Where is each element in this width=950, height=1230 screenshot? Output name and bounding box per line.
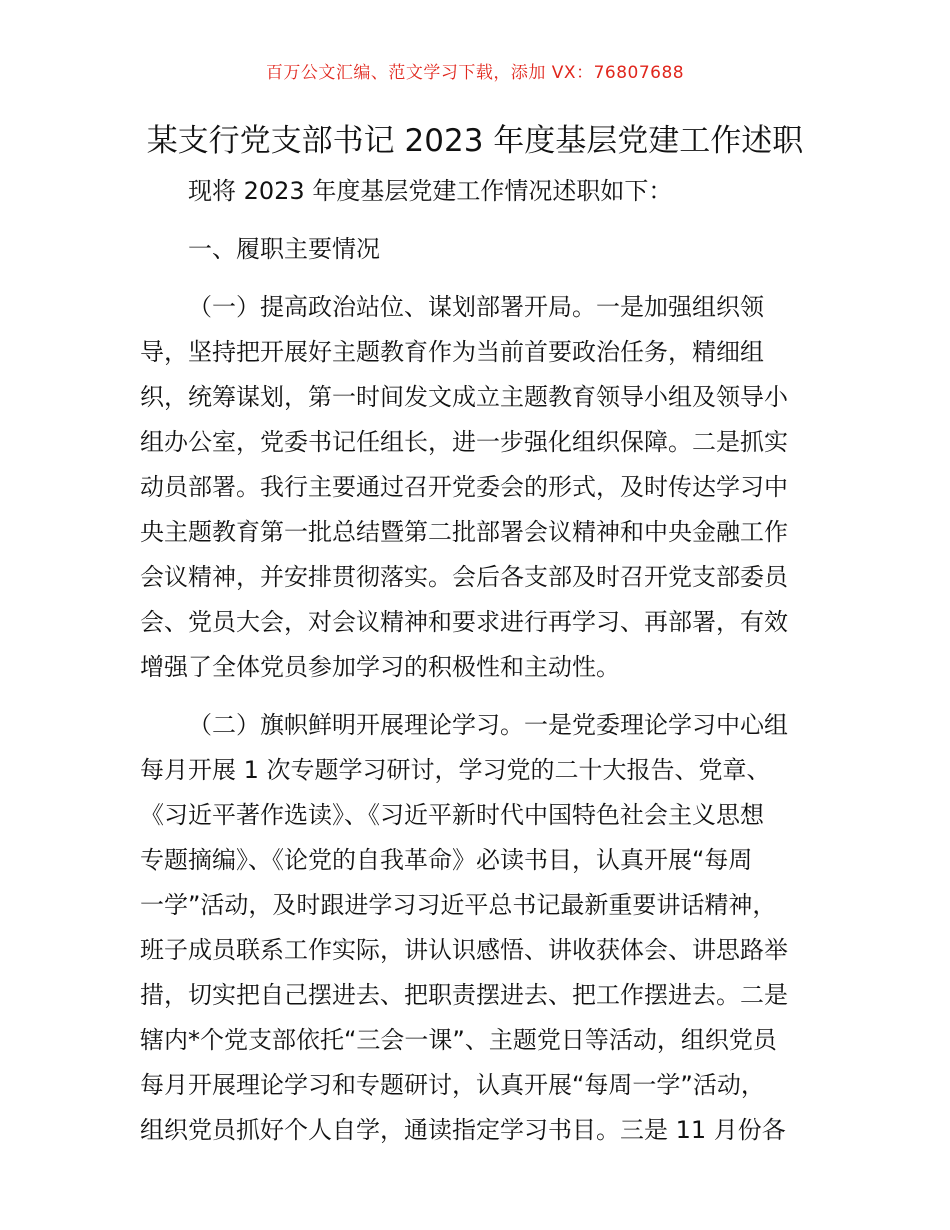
paragraph-line: （一）提高政治站位、谋划部署开局。一是加强组织领 bbox=[188, 293, 764, 321]
paragraph-line: 《习近平著作选读》、《习近平新时代中国特色社会主义思想 bbox=[140, 801, 764, 829]
paragraph-line: 导，坚持把开展好主题教育作为当前首要政治任务，精细组 bbox=[140, 338, 764, 366]
watermark-header: 百万公文汇编、范文学习下载，添加 VX：76807688 bbox=[265, 63, 685, 83]
paragraph-line: 增强了全体党员参加学习的积极性和主动性。 bbox=[140, 653, 620, 681]
paragraph-line: 动员部署。我行主要通过召开党委会的形式，及时传达学习中 bbox=[140, 473, 788, 501]
paragraph-line: 每月开展 1 次专题学习研讨，学习党的二十大报告、党章、 bbox=[140, 756, 771, 784]
paragraph-line: 专题摘编》、《论党的自我革命》必读书目，认真开展“每周 bbox=[140, 846, 753, 874]
paragraph-line: 会议精神，并安排贯彻落实。会后各支部及时召开党支部委员 bbox=[140, 563, 788, 591]
paragraph-line: 一学”活动，及时跟进学习习近平总书记最新重要讲话精神， bbox=[140, 891, 777, 919]
document-body bbox=[140, 169, 812, 1153]
document-title: 某支行党支部书记 2023 年度基层党建工作述职 bbox=[146, 123, 804, 159]
paragraph-line: 会、党员大会，对会议精神和要求进行再学习、再部署，有效 bbox=[140, 608, 788, 636]
paragraph-2 bbox=[140, 703, 812, 1153]
paragraph-line: 每月开展理论学习和专题研讨，认真开展“每周一学”活动， bbox=[140, 1071, 765, 1099]
section-heading: 一、履职主要情况 bbox=[188, 235, 380, 263]
paragraph-line: 辖内*个党支部依托“三会一课”、主题党日等活动，组织党员 bbox=[140, 1026, 777, 1054]
paragraph-line: 央主题教育第一批总结暨第二批部署会议精神和中央金融工作 bbox=[140, 518, 788, 546]
paragraph-line: 措，切实把自己摆进去、把职责摆进去、把工作摆进去。二是 bbox=[140, 981, 788, 1009]
paragraph-1 bbox=[140, 285, 812, 690]
paragraph-line: 组织党员抓好个人自学，通读指定学习书目。三是 11 月份各 bbox=[140, 1116, 786, 1144]
intro-paragraph: 现将 2023 年度基层党建工作情况述职如下： bbox=[188, 177, 673, 205]
paragraph-line: 组办公室，党委书记任组长，进一步强化组织保障。二是抓实 bbox=[140, 428, 788, 456]
paragraph-line: （二）旗帜鲜明开展理论学习。一是党委理论学习中心组 bbox=[188, 711, 788, 739]
paragraph-line: 织，统筹谋划，第一时间发文成立主题教育领导小组及领导小 bbox=[140, 383, 788, 411]
paragraph-line: 班子成员联系工作实际，讲认识感悟、讲收获体会、讲思路举 bbox=[140, 936, 788, 964]
